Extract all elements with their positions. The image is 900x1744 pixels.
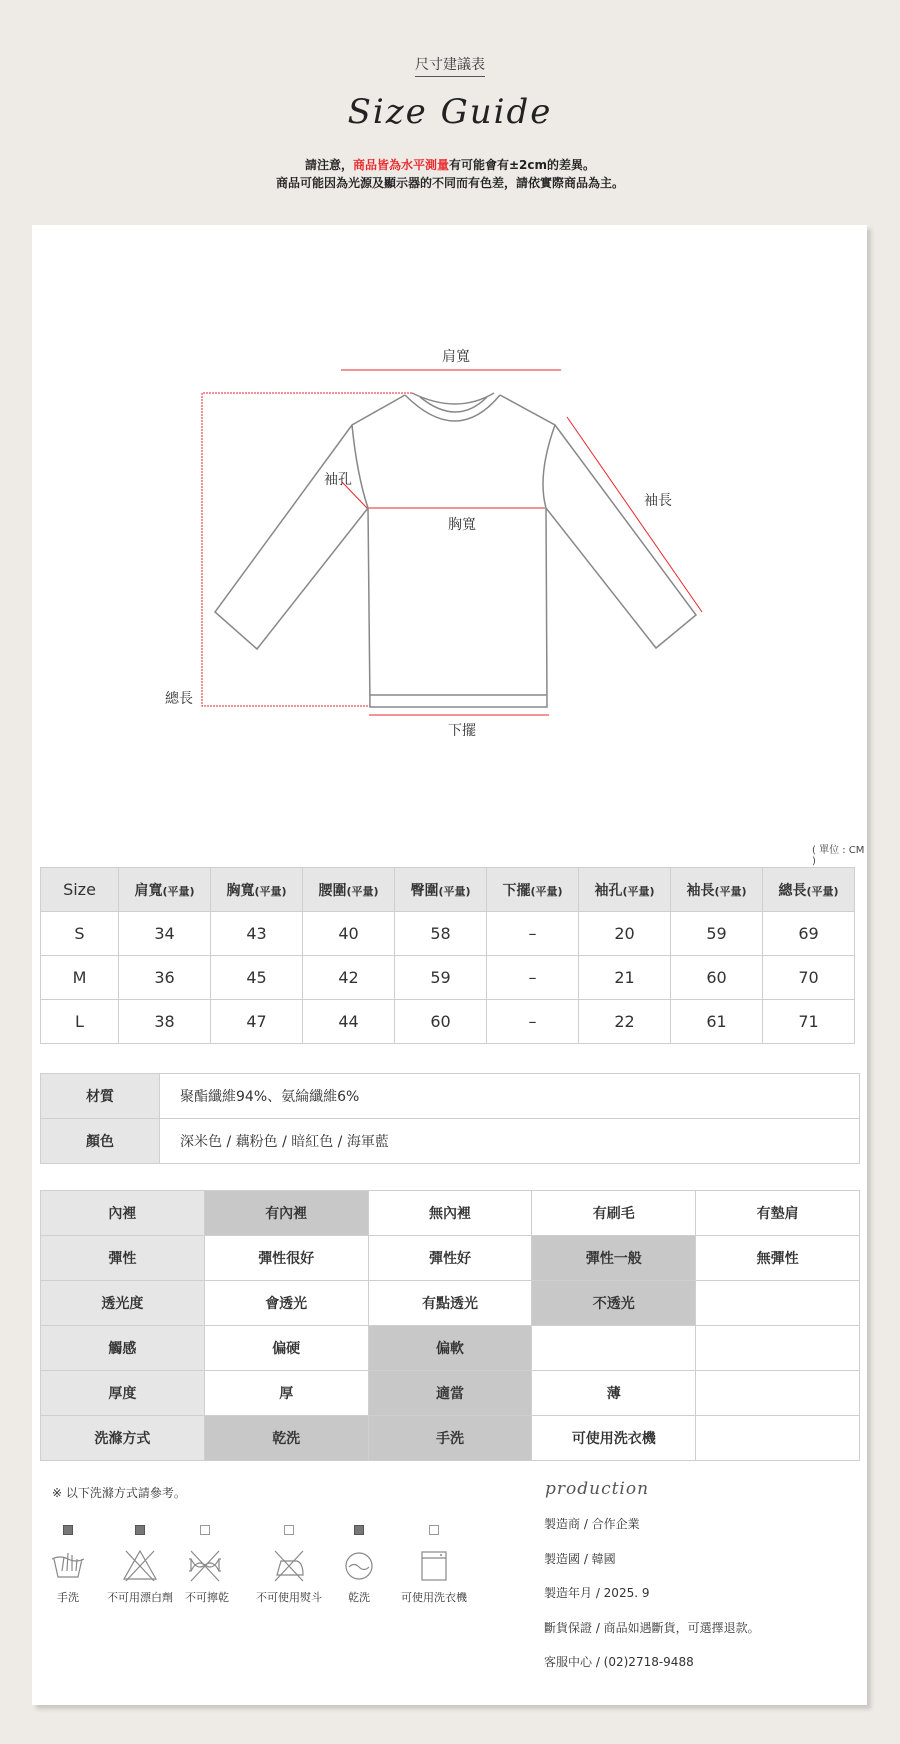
wash-label: 手洗	[57, 1591, 79, 1604]
col-header: 下擺(平量)	[487, 868, 579, 912]
attribute-row	[41, 1326, 860, 1371]
production-title: production	[545, 1479, 650, 1499]
wash-label: 乾洗	[348, 1591, 370, 1604]
wash-symbol	[339, 1525, 379, 1605]
wash-label: 不可使用熨斗	[256, 1591, 322, 1604]
label-chest: 胸寬	[448, 517, 476, 533]
production-line: 客服中心 / (02)2718-9488	[544, 1655, 694, 1669]
table-cell: 43	[211, 912, 303, 956]
wash-checkbox	[284, 1525, 294, 1535]
attribute-option	[532, 1326, 696, 1371]
wash-note: ※ 以下洗滌方式請參考。	[52, 1486, 186, 1500]
size-table	[40, 867, 855, 1044]
attribute-table	[40, 1190, 860, 1461]
size-header: Size	[41, 868, 119, 912]
col-header: 袖孔(平量)	[579, 868, 671, 912]
size-cell: M	[41, 956, 119, 1000]
attribute-option: 無彈性	[696, 1236, 860, 1281]
attribute-label: 觸感	[41, 1326, 205, 1371]
attribute-option: 無內裡	[368, 1191, 532, 1236]
production-line: 製造商 / 合作企業	[544, 1517, 640, 1531]
attribute-option: 適當	[368, 1371, 532, 1416]
col-header: 肩寬(平量)	[119, 868, 211, 912]
attribute-option: 偏硬	[204, 1326, 368, 1371]
attribute-option: 偏軟	[368, 1326, 532, 1371]
table-row	[41, 1000, 855, 1044]
production-line: 製造年月 / 2025. 9	[544, 1586, 650, 1600]
attribute-option: 有內裡	[204, 1191, 368, 1236]
production-info	[544, 1515, 760, 1688]
attribute-row	[41, 1236, 860, 1281]
table-cell: 60	[395, 1000, 487, 1044]
table-cell: 47	[211, 1000, 303, 1044]
table-cell: 22	[579, 1000, 671, 1044]
table-cell: 40	[303, 912, 395, 956]
attribute-option: 乾洗	[204, 1416, 368, 1461]
size-table-header-row	[41, 868, 855, 912]
attribute-label: 彈性	[41, 1236, 205, 1281]
attribute-option	[696, 1416, 860, 1461]
sweater-measurement-diagram	[32, 225, 867, 825]
label-armhole: 袖孔	[324, 472, 352, 488]
color-value: 深米色 / 藕粉色 / 暗紅色 / 海軍藍	[160, 1119, 860, 1164]
table-cell: 58	[395, 912, 487, 956]
attribute-option: 彈性很好	[204, 1236, 368, 1281]
col-header: 袖長(平量)	[671, 868, 763, 912]
wash-symbol	[396, 1525, 472, 1605]
attribute-row	[41, 1416, 860, 1461]
size-cell: L	[41, 1000, 119, 1044]
table-cell: –	[487, 956, 579, 1000]
table-cell: 70	[763, 956, 855, 1000]
label-hem: 下擺	[448, 723, 476, 739]
attribute-option	[696, 1371, 860, 1416]
wash-symbol	[48, 1525, 88, 1605]
table-cell: 60	[671, 956, 763, 1000]
attribute-row	[41, 1191, 860, 1236]
table-cell: 44	[303, 1000, 395, 1044]
label-shoulder: 肩寬	[442, 349, 470, 365]
attribute-row	[41, 1281, 860, 1326]
wash-label: 不可擰乾	[185, 1591, 229, 1604]
wash-symbol	[251, 1525, 327, 1605]
length-measure-line	[202, 393, 412, 706]
attribute-option: 手洗	[368, 1416, 532, 1461]
attribute-option: 厚	[204, 1371, 368, 1416]
col-header: 臀圍(平量)	[395, 868, 487, 912]
table-cell: 20	[579, 912, 671, 956]
attribute-option	[696, 1326, 860, 1371]
wash-checkbox	[135, 1525, 145, 1535]
sweater-outline	[215, 393, 696, 707]
color-label: 顏色	[41, 1119, 160, 1164]
hand-wash-icon	[50, 1549, 86, 1583]
table-cell: 38	[119, 1000, 211, 1044]
wash-checkbox	[63, 1525, 73, 1535]
col-header: 總長(平量)	[763, 868, 855, 912]
material-row	[41, 1074, 860, 1119]
table-cell: 69	[763, 912, 855, 956]
sleeve-measure-line	[567, 417, 702, 612]
table-cell: 71	[763, 1000, 855, 1044]
unit-note: ( 單位 : CM )	[812, 845, 865, 867]
attribute-label: 內裡	[41, 1191, 205, 1236]
attribute-label: 厚度	[41, 1371, 205, 1416]
attribute-option: 彈性一般	[532, 1236, 696, 1281]
production-line: 斷貨保證 / 商品如遇斷貨，可選擇退款。	[544, 1620, 760, 1635]
attribute-option: 不透光	[532, 1281, 696, 1326]
size-guide-subtitle: 尺寸建議表	[0, 54, 900, 74]
color-row	[41, 1119, 860, 1164]
attribute-label: 洗滌方式	[41, 1416, 205, 1461]
table-cell: 42	[303, 956, 395, 1000]
table-cell: 45	[211, 956, 303, 1000]
page-title: Size Guide	[347, 92, 553, 132]
size-cell: S	[41, 912, 119, 956]
label-sleeve: 袖長	[644, 493, 672, 509]
table-cell: –	[487, 1000, 579, 1044]
table-cell: –	[487, 912, 579, 956]
wash-symbol	[104, 1525, 176, 1605]
no-bleach-icon	[122, 1549, 158, 1583]
wash-checkbox	[354, 1525, 364, 1535]
material-value: 聚酯纖維94%、氨綸纖維6%	[160, 1074, 860, 1119]
attribute-option	[696, 1281, 860, 1326]
no-iron-icon	[271, 1549, 307, 1583]
material-label: 材質	[41, 1074, 160, 1119]
measurement-note: 請注意，商品皆為水平測量有可能會有±2cm的差異。 商品可能因為光源及顯示器的不同而有色差，請依實際商品為主。	[275, 158, 624, 190]
attribute-option: 有墊肩	[696, 1191, 860, 1236]
attribute-option: 可使用洗衣機	[532, 1416, 696, 1461]
col-header: 胸寬(平量)	[211, 868, 303, 912]
table-row	[41, 912, 855, 956]
wash-label: 可使用洗衣機	[401, 1591, 467, 1604]
attribute-label: 透光度	[41, 1281, 205, 1326]
no-wring-icon	[187, 1549, 223, 1583]
table-cell: 21	[579, 956, 671, 1000]
table-cell: 59	[395, 956, 487, 1000]
label-length: 總長	[165, 691, 193, 707]
wash-symbol	[185, 1525, 229, 1605]
table-cell: 59	[671, 912, 763, 956]
wash-checkbox	[429, 1525, 439, 1535]
table-cell: 36	[119, 956, 211, 1000]
attribute-row	[41, 1371, 860, 1416]
wash-checkbox	[200, 1525, 210, 1535]
wash-label: 不可用漂白劑	[107, 1591, 173, 1604]
table-row	[41, 956, 855, 1000]
washing-machine-icon	[416, 1549, 452, 1583]
production-line: 製造國 / 韓國	[544, 1551, 616, 1566]
col-header: 腰圍(平量)	[303, 868, 395, 912]
size-guide-card	[32, 225, 867, 1705]
attribute-option: 會透光	[204, 1281, 368, 1326]
attribute-option: 薄	[532, 1371, 696, 1416]
table-cell: 34	[119, 912, 211, 956]
attribute-option: 彈性好	[368, 1236, 532, 1281]
attribute-option: 有刷毛	[532, 1191, 696, 1236]
material-table	[40, 1073, 860, 1164]
dry-clean-icon	[341, 1549, 377, 1583]
attribute-option: 有點透光	[368, 1281, 532, 1326]
table-cell: 61	[671, 1000, 763, 1044]
